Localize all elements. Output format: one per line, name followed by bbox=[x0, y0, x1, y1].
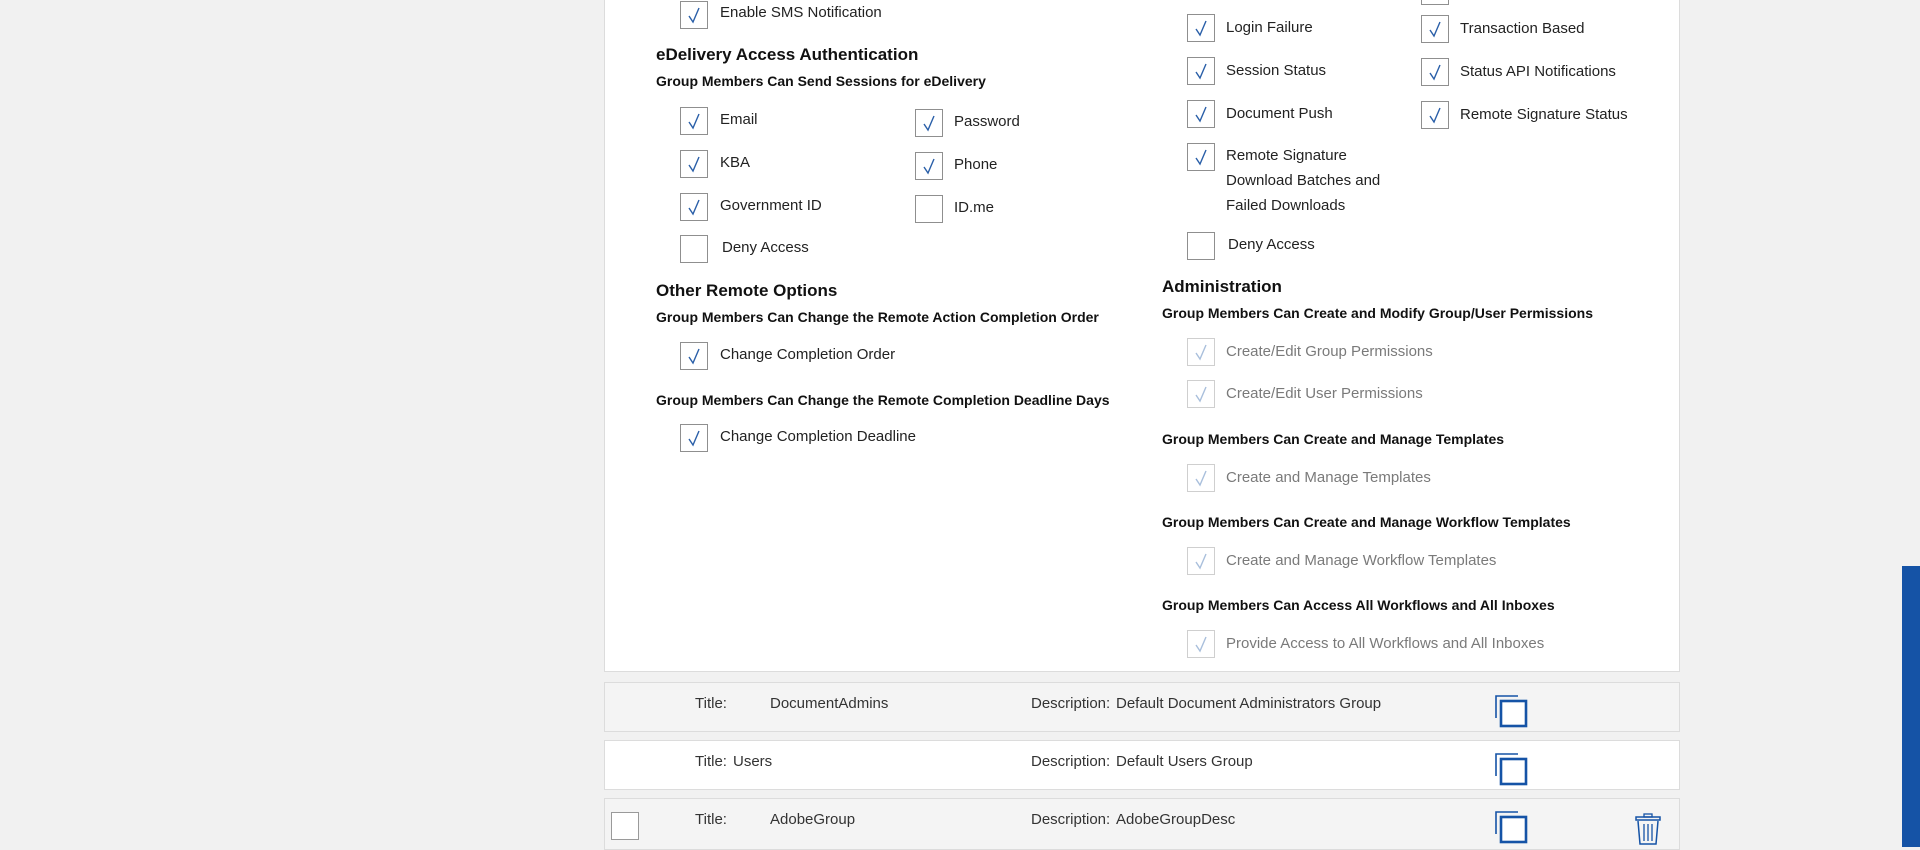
status-api-notifications-checkbox[interactable] bbox=[1421, 58, 1449, 86]
checkmark-icon bbox=[1188, 233, 1214, 259]
select-group-checkbox[interactable] bbox=[611, 812, 639, 840]
checkmark-icon bbox=[916, 110, 942, 136]
checkmark-icon bbox=[681, 108, 707, 134]
group-permissions-checkbox bbox=[1187, 338, 1215, 366]
idme-label: ID.me bbox=[954, 199, 995, 216]
description-label: Description: bbox=[1031, 695, 1111, 712]
transaction-based-checkbox[interactable] bbox=[1421, 15, 1449, 43]
scrollbar-thumb[interactable] bbox=[1902, 566, 1920, 847]
group-permissions-panel bbox=[604, 0, 1680, 672]
checkmark-icon bbox=[916, 153, 942, 179]
document-push-label: Document Push bbox=[1226, 105, 1333, 122]
checkmark-icon bbox=[681, 151, 707, 177]
remote-signature-download-label: Remote Signature Download Batches and Failed Downloads bbox=[1226, 147, 1381, 214]
checkbox-cutoff[interactable] bbox=[1421, 0, 1449, 5]
trash-icon[interactable] bbox=[1634, 813, 1662, 845]
password-label: Password bbox=[954, 113, 1020, 130]
idme-checkbox[interactable] bbox=[915, 195, 943, 223]
checkmark-icon bbox=[1188, 548, 1214, 574]
user-permissions-label: Create/Edit User Permissions bbox=[1226, 385, 1423, 402]
completion-deadline-subheading: Group Members Can Change the Remote Completion Deadline Days bbox=[656, 392, 1110, 408]
status-api-notifications-label: Status API Notifications bbox=[1460, 63, 1616, 80]
group-title: AdobeGroup bbox=[770, 811, 856, 828]
change-completion-order-label: Change Completion Order bbox=[720, 346, 896, 363]
title-label: Title: bbox=[695, 695, 727, 712]
notifications-deny-label: Deny Access bbox=[1228, 236, 1315, 253]
workflow-templates-subheading: Group Members Can Create and Manage Workflow Templates bbox=[1162, 514, 1571, 530]
checkmark-icon bbox=[1188, 631, 1214, 657]
copy-icon[interactable] bbox=[1494, 810, 1528, 844]
manage-workflow-templates-checkbox bbox=[1187, 547, 1215, 575]
kba-label: KBA bbox=[720, 154, 751, 171]
checkmark-icon bbox=[681, 194, 707, 220]
session-status-label: Session Status bbox=[1226, 62, 1327, 79]
phone-checkbox[interactable] bbox=[915, 152, 943, 180]
enable-sms-checkbox[interactable] bbox=[680, 1, 708, 29]
edelivery-deny-label: Deny Access bbox=[722, 239, 809, 256]
administration-heading: Administration bbox=[1162, 277, 1282, 296]
manage-templates-label: Create and Manage Templates bbox=[1226, 469, 1431, 486]
completion-order-subheading: Group Members Can Change the Remote Action Completion Order bbox=[656, 309, 1099, 325]
email-checkbox[interactable] bbox=[680, 107, 708, 135]
checkmark-icon bbox=[1422, 59, 1448, 85]
group-permissions-label: Create/Edit Group Permissions bbox=[1226, 343, 1433, 360]
checkmark-icon bbox=[1188, 15, 1214, 41]
remote-signature-status-checkbox[interactable] bbox=[1421, 101, 1449, 129]
checkmark-icon bbox=[916, 196, 942, 222]
change-completion-order-checkbox[interactable] bbox=[680, 342, 708, 370]
manage-workflow-templates-label: Create and Manage Workflow Templates bbox=[1226, 552, 1497, 569]
title-label: Title: bbox=[695, 811, 727, 828]
group-description: Default Document Administrators Group bbox=[1116, 695, 1382, 712]
group-description: AdobeGroupDesc bbox=[1116, 811, 1236, 828]
inboxes-subheading: Group Members Can Access All Workflows and All Inboxes bbox=[1162, 597, 1555, 613]
transaction-based-label: Transaction Based bbox=[1460, 20, 1585, 37]
edelivery-deny-checkbox[interactable] bbox=[680, 235, 708, 263]
checkmark-icon bbox=[1188, 144, 1214, 170]
all-inboxes-label: Provide Access to All Workflows and All Inboxes bbox=[1226, 635, 1545, 652]
change-completion-deadline-checkbox[interactable] bbox=[680, 424, 708, 452]
login-failure-label: Login Failure bbox=[1226, 19, 1313, 36]
user-permissions-checkbox bbox=[1187, 380, 1215, 408]
checkmark-icon bbox=[681, 343, 707, 369]
title-label: Title: bbox=[695, 753, 727, 770]
enable-sms-label: Enable SMS Notification bbox=[720, 4, 882, 21]
copy-icon[interactable] bbox=[1494, 752, 1528, 786]
login-failure-checkbox[interactable] bbox=[1187, 14, 1215, 42]
remote-options-heading: Other Remote Options bbox=[656, 281, 838, 300]
copy-icon[interactable] bbox=[1494, 694, 1528, 728]
group-row-users[interactable] bbox=[604, 740, 1680, 790]
email-label: Email bbox=[720, 111, 758, 128]
kba-checkbox[interactable] bbox=[680, 150, 708, 178]
government-id-label: Government ID bbox=[720, 197, 822, 214]
remote-signature-download-checkbox[interactable] bbox=[1187, 143, 1215, 171]
checkmark-icon bbox=[1422, 16, 1448, 42]
permissions-subheading: Group Members Can Create and Modify Group/User Permissions bbox=[1162, 305, 1593, 321]
checkmark-icon bbox=[1188, 465, 1214, 491]
notifications-deny-checkbox[interactable] bbox=[1187, 232, 1215, 260]
description-label: Description: bbox=[1031, 753, 1111, 770]
description-label: Description: bbox=[1031, 811, 1111, 828]
checkmark-icon bbox=[681, 2, 707, 28]
group-title: DocumentAdmins bbox=[770, 695, 889, 712]
document-push-checkbox[interactable] bbox=[1187, 100, 1215, 128]
phone-label: Phone bbox=[954, 156, 998, 173]
change-completion-deadline-label: Change Completion Deadline bbox=[720, 428, 916, 445]
government-id-checkbox[interactable] bbox=[680, 193, 708, 221]
all-inboxes-checkbox bbox=[1187, 630, 1215, 658]
group-description: Default Users Group bbox=[1116, 753, 1253, 770]
edelivery-subheading: Group Members Can Send Sessions for eDelivery bbox=[656, 73, 986, 89]
password-checkbox[interactable] bbox=[915, 109, 943, 137]
checkmark-icon bbox=[1188, 339, 1214, 365]
templates-subheading: Group Members Can Create and Manage Templates bbox=[1162, 431, 1505, 447]
checkmark-icon bbox=[1188, 101, 1214, 127]
checkmark-icon bbox=[681, 236, 707, 262]
remote-signature-status-label: Remote Signature Status bbox=[1460, 106, 1628, 123]
checkmark-icon bbox=[681, 425, 707, 451]
checkmark-icon bbox=[1188, 58, 1214, 84]
group-title: Users bbox=[733, 753, 773, 770]
edelivery-heading: eDelivery Access Authentication bbox=[656, 45, 919, 64]
manage-templates-checkbox bbox=[1187, 464, 1215, 492]
group-row-adobegroup[interactable] bbox=[604, 798, 1680, 850]
group-row-documentadmins[interactable] bbox=[604, 682, 1680, 732]
checkmark-icon bbox=[1422, 102, 1448, 128]
checkmark-icon bbox=[1188, 381, 1214, 407]
session-status-checkbox[interactable] bbox=[1187, 57, 1215, 85]
